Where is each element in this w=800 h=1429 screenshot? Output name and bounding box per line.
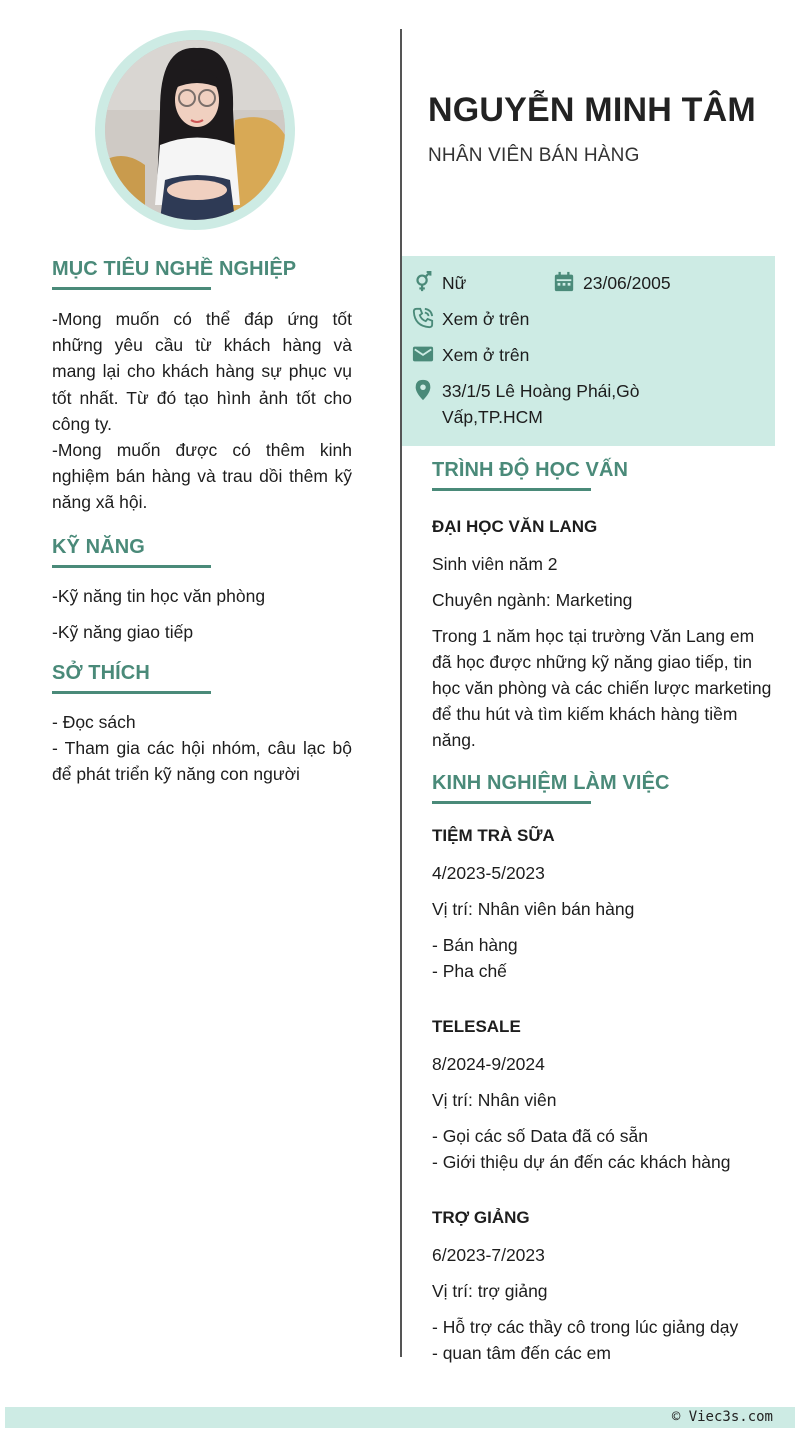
job-period: 4/2023-5/2023 bbox=[432, 863, 545, 883]
footer-bar bbox=[5, 1407, 795, 1428]
address-line-1: 33/1/5 Lê Hoàng Phái,Gò bbox=[442, 381, 640, 401]
skill-item: -Kỹ năng tin học văn phòng bbox=[52, 586, 266, 606]
address-row bbox=[412, 378, 640, 430]
job-company: TELESALE bbox=[432, 1017, 521, 1036]
avatar bbox=[105, 40, 285, 220]
job-company: TRỢ GIẢNG bbox=[432, 1208, 530, 1227]
job-duty: - quan tâm đến các em bbox=[432, 1343, 611, 1363]
job-duty: - Bán hàng bbox=[432, 935, 518, 955]
job-duty: - Giới thiệu dự án đến các khách hàng bbox=[432, 1152, 731, 1172]
dob-row bbox=[553, 270, 671, 296]
mail-icon bbox=[412, 343, 434, 365]
column-divider bbox=[400, 29, 402, 1357]
objective-title: MỤC TIÊU NGHỀ NGHIỆP bbox=[52, 258, 297, 280]
education-major: Chuyên ngành: Marketing bbox=[432, 590, 633, 610]
skills-title: KỸ NĂNG bbox=[52, 536, 145, 558]
candidate-name: NGUYỄN MINH TÂM bbox=[428, 91, 756, 129]
avatar-frame bbox=[95, 30, 295, 230]
address-line-2: Vấp,TP.HCM bbox=[442, 407, 543, 427]
education-title: TRÌNH ĐỘ HỌC VẤN bbox=[432, 459, 629, 481]
calendar-icon bbox=[553, 271, 575, 293]
phone-row bbox=[412, 306, 529, 332]
job-entry bbox=[432, 1208, 772, 1366]
objective-section bbox=[52, 258, 352, 516]
phone-value: Xem ở trên bbox=[442, 309, 530, 329]
hobby-item: - Tham gia các hội nhóm, câu lạc bộ để phát triển kỹ năng con người bbox=[52, 738, 352, 785]
job-entry bbox=[432, 1017, 772, 1175]
hobbies-section bbox=[52, 662, 352, 788]
email-value: Xem ở trên bbox=[442, 345, 530, 365]
phone-icon bbox=[412, 307, 434, 329]
job-company: TIỆM TRÀ SỮA bbox=[432, 826, 555, 845]
gender-icon bbox=[412, 271, 434, 293]
candidate-role: NHÂN VIÊN BÁN HÀNG bbox=[428, 145, 640, 166]
portrait-illustration bbox=[105, 40, 285, 220]
contact-panel bbox=[402, 256, 775, 446]
education-section bbox=[432, 459, 772, 753]
education-year: Sinh viên năm 2 bbox=[432, 554, 558, 574]
job-position: Vị trí: Nhân viên bbox=[432, 1090, 557, 1110]
location-pin-icon bbox=[412, 379, 434, 401]
skill-item: -Kỹ năng giao tiếp bbox=[52, 622, 194, 643]
education-school: ĐẠI HỌC VĂN LANG bbox=[432, 517, 598, 536]
gender-row bbox=[412, 270, 466, 296]
job-period: 6/2023-7/2023 bbox=[432, 1245, 545, 1265]
skills-underline bbox=[52, 565, 211, 568]
address-value bbox=[442, 378, 640, 430]
hobby-item: - Đọc sách bbox=[52, 712, 136, 732]
hobbies-underline bbox=[52, 691, 211, 694]
gender-value: Nữ bbox=[442, 273, 467, 293]
job-position: Vị trí: trợ giảng bbox=[432, 1281, 548, 1301]
objective-paragraph-1: -Mong muốn có thể đáp ứng tốt những yêu cầu từ khách hàng và mang lại cho khách hàng sự phục vụ tốt nhất. Từ đó tạo hình ảnh tốt cho công ty. bbox=[52, 309, 352, 434]
job-position: Vị trí: Nhân viên bán hàng bbox=[432, 899, 635, 919]
experience-section bbox=[432, 772, 772, 804]
dob-value: 23/06/2005 bbox=[583, 273, 671, 293]
hobbies-title: SỞ THÍCH bbox=[52, 662, 150, 684]
education-description: Trong 1 năm học tại trường Văn Lang em đã học được những kỹ năng giao tiếp, tin học văn phòng và các chiến lược marketing để thu hút và tìm kiếm khách hàng tiềm năng. bbox=[432, 626, 772, 750]
job-period: 8/2024-9/2024 bbox=[432, 1054, 545, 1074]
email-row bbox=[412, 342, 529, 368]
objective-paragraph-2: -Mong muốn được có thêm kinh nghiệm bán hàng và trau dồi thêm kỹ năng xã hội. bbox=[52, 440, 352, 513]
footer-copyright[interactable]: © Viec3s.com bbox=[671, 1409, 773, 1425]
job-entry bbox=[432, 826, 772, 984]
skills-section bbox=[52, 536, 352, 645]
job-duty: - Gọi các số Data đã có sẵn bbox=[432, 1126, 648, 1146]
job-duty: - Pha chế bbox=[432, 961, 507, 981]
objective-underline bbox=[52, 287, 211, 290]
education-underline bbox=[432, 488, 591, 491]
experience-underline bbox=[432, 801, 591, 804]
experience-title: KINH NGHIỆM LÀM VIỆC bbox=[432, 772, 670, 794]
job-duty: - Hỗ trợ các thầy cô trong lúc giảng dạy bbox=[432, 1317, 739, 1337]
